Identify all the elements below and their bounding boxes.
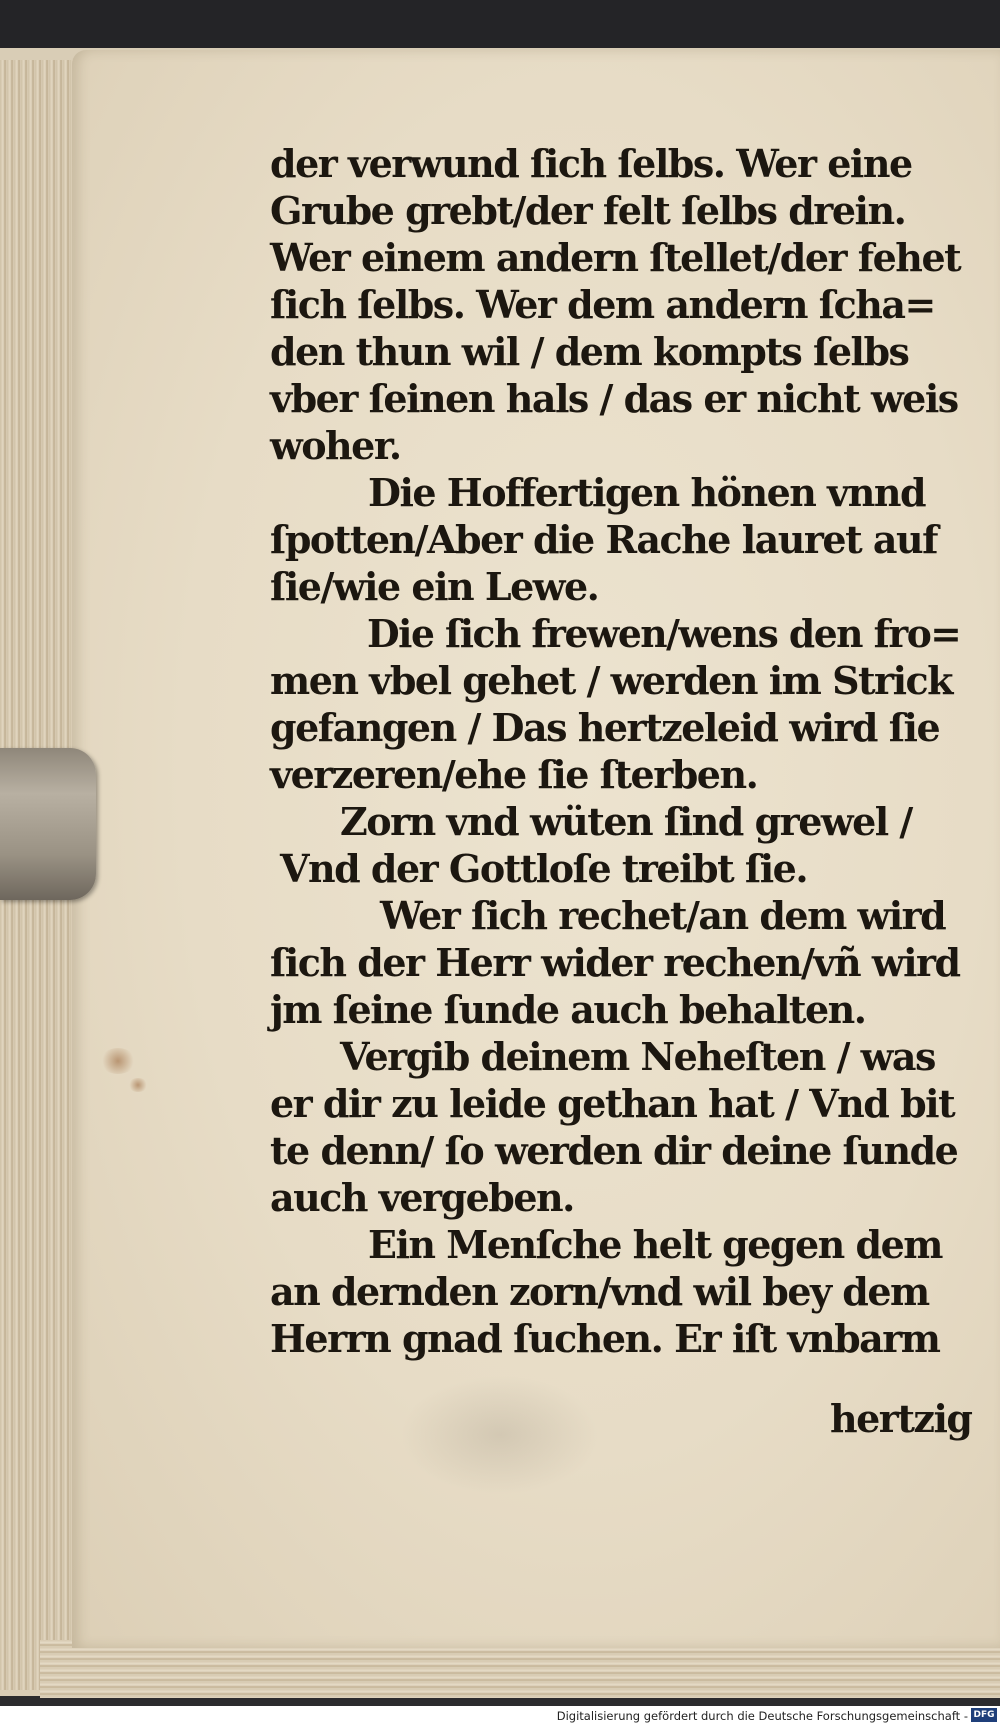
catchword: hertzig: [830, 1396, 972, 1441]
text-line: gefangen / Das hertzeleid wird ſie: [270, 705, 940, 750]
footer-credit: Digitalisierung gefördert durch die Deutsche Forschungsgemeinschaft -: [556, 1709, 968, 1723]
text-line: te denn/ ſo werden dir deine ſunde: [270, 1128, 958, 1173]
text-line: men vbel gehet / werden im Strick: [270, 658, 952, 703]
text-line: auch vergeben.: [270, 1175, 574, 1220]
text-line: Grube grebt/der felt ſelbs drein.: [270, 188, 906, 233]
foxing-stain: [100, 1048, 136, 1074]
text-line: den thun wil / dem kompts ſelbs: [270, 329, 909, 374]
text-line: ſpotten/Aber die Rache lauret auf: [270, 517, 937, 562]
text-line: der verwund ſich ſelbs. Wer eine: [270, 141, 912, 186]
text-line: Herrn gnad ſuchen. Er iſt vnbarm: [270, 1316, 940, 1361]
text-line: Ein Menſche helt gegen dem: [368, 1222, 942, 1267]
text-line: vber ſeinen hals / das er nicht weis: [270, 376, 958, 421]
page-clip: [0, 748, 96, 900]
text-line: Wer einem andern ſtellet/der fehet: [270, 235, 961, 280]
text-line: verzeren/ehe ſie ſterben.: [270, 752, 758, 797]
page-text: [270, 140, 960, 1362]
text-line: er dir zu leide gethan hat / Vnd bit: [270, 1081, 955, 1126]
text-line: jm ſeine ſunde auch behalten.: [270, 987, 866, 1032]
text-line: Zorn vnd wüten ſind grewel /: [340, 799, 912, 844]
text-line: ſie/wie ein Lewe.: [270, 564, 599, 609]
text-line: Wer ſich rechet/an dem wird: [380, 893, 946, 938]
text-line: Vnd der Gottloſe treibt ſie.: [280, 846, 808, 891]
text-line: Vergib deinem Neheſten / was: [340, 1034, 935, 1079]
text-line: Die Hoffertigen hönen vnnd: [368, 470, 926, 515]
text-line: ſich ſelbs. Wer dem andern ſcha=: [270, 282, 935, 327]
text-line: ſich der Herr wider rechen/vñ wird: [270, 940, 960, 985]
foxing-stain: [128, 1078, 148, 1092]
text-line: Die ſich frewen/wens den fro=: [367, 611, 961, 656]
text-line: woher.: [270, 423, 401, 468]
text-line: an dernden zorn/vnd wil bey dem: [270, 1269, 929, 1314]
page-smudge: [400, 1375, 600, 1495]
page-edges-bottom: [40, 1640, 1000, 1698]
dfg-logo: DFG: [971, 1708, 997, 1722]
